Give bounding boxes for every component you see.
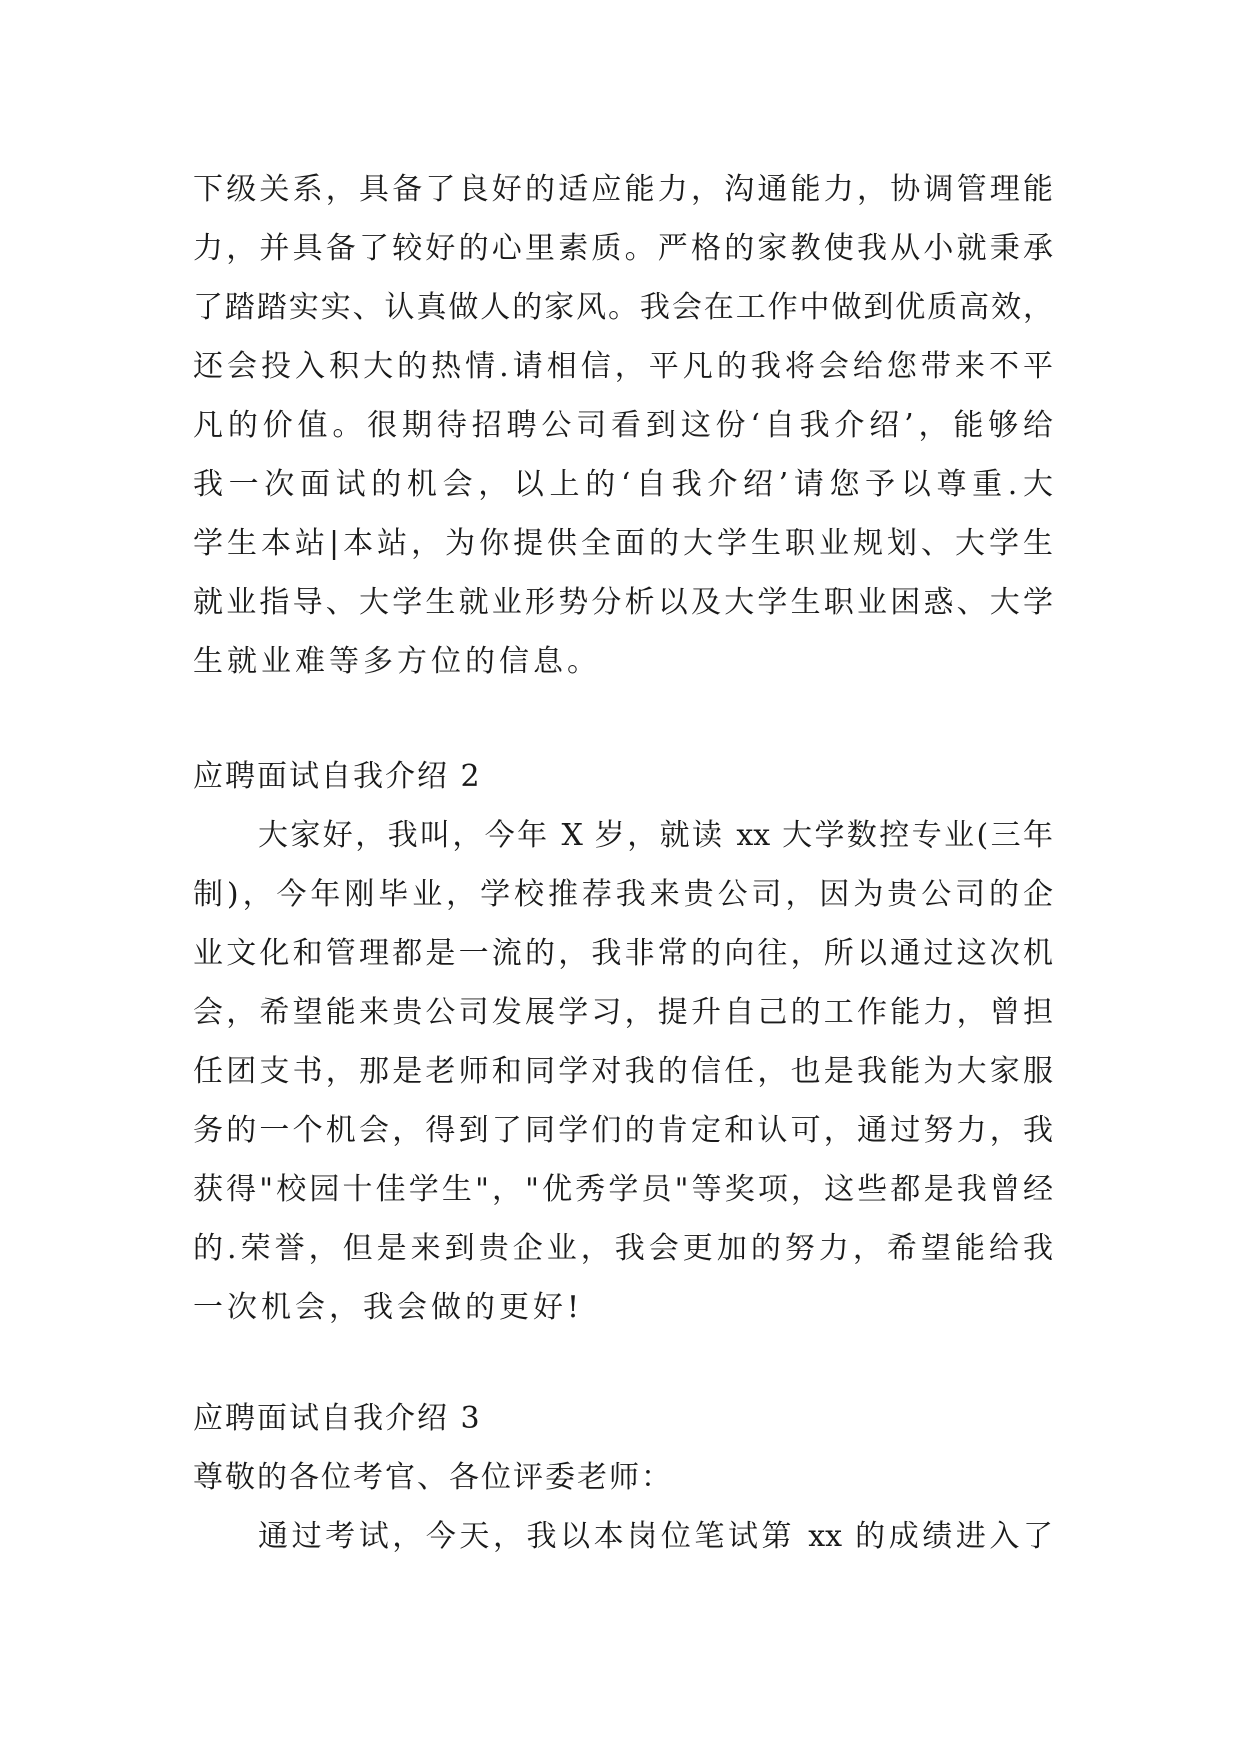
paragraph-line: 的.荣誉，但是来到贵企业，我会更加的努力，希望能给我 xyxy=(193,1231,1053,1266)
paragraph-line: 会，希望能来贵公司发展学习，提升自己的工作能力，曾担 xyxy=(193,995,1053,1030)
paragraph-line: 业文化和管理都是一流的，我非常的向往，所以通过这次机 xyxy=(193,936,1053,971)
paragraph-line: 制)，今年刚毕业，学校推荐我来贵公司，因为贵公司的企 xyxy=(193,877,1053,912)
paragraph-line: 一次机会，我会做的更好! xyxy=(193,1290,584,1325)
section-2-paragraph xyxy=(193,806,1053,1337)
paragraph-line: 获得"校园十佳学生"，"优秀学员"等奖项，这些都是我曾经 xyxy=(193,1172,1053,1207)
paragraph-line: 还会投入积大的热情.请相信，平凡的我将会给您带来不平 xyxy=(193,349,1053,384)
paragraph-line: 学生本站|本站，为你提供全面的大学生职业规划、大学生 xyxy=(193,526,1053,561)
paragraph-line: 就业指导、大学生就业形势分析以及大学生职业困惑、大学 xyxy=(193,585,1053,620)
paragraph-line: 通过考试，今天，我以本岗位笔试第 xx 的成绩进入了 xyxy=(258,1519,1053,1554)
paragraph-line: 任团支书，那是老师和同学对我的信任，也是我能为大家服 xyxy=(193,1054,1053,1089)
paragraph-line: 务的一个机会，得到了同学们的肯定和认可，通过努力，我 xyxy=(193,1113,1053,1148)
section-gap xyxy=(193,1337,1053,1389)
section-gap xyxy=(193,691,1053,747)
paragraph-line: 生就业难等多方位的信息。 xyxy=(193,644,601,679)
document-body xyxy=(193,160,1053,1566)
paragraph-line: 了踏踏实实、认真做人的家风。我会在工作中做到优质高效， xyxy=(193,290,1053,325)
salutation: 尊敬的各位考官、各位评委老师： xyxy=(193,1460,673,1495)
paragraph-line: 下级关系，具备了良好的适应能力，沟通能力，协调管理能 xyxy=(193,172,1053,207)
section-1-paragraph xyxy=(193,160,1053,691)
paragraph-line: 我一次面试的机会，以上的‘自我介绍’请您予以尊重.大 xyxy=(193,467,1053,502)
paragraph-line: 力，并具备了较好的心里素质。严格的家教使我从小就秉承 xyxy=(193,231,1053,266)
paragraph-line: 凡的价值。很期待招聘公司看到这份‘自我介绍’，能够给 xyxy=(193,408,1053,443)
paragraph-line: 大家好，我叫，今年 X 岁，就读 xx 大学数控专业(三年 xyxy=(258,818,1053,853)
section-2-heading: 应聘面试自我介绍 2 xyxy=(193,759,482,794)
section-3-paragraph xyxy=(193,1507,1053,1566)
section-3-heading: 应聘面试自我介绍 3 xyxy=(193,1401,482,1436)
